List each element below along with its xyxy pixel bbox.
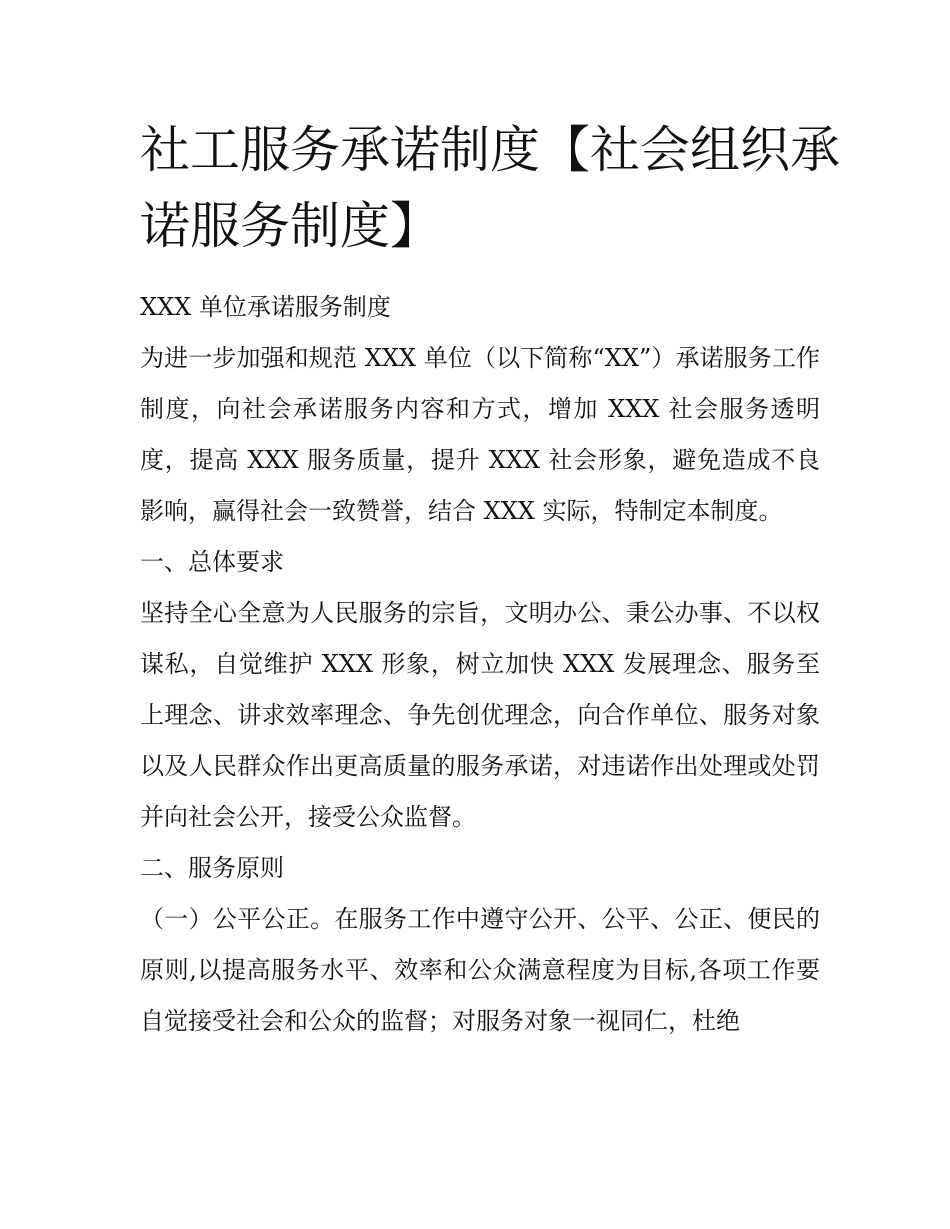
section-heading-general-requirements: 一、总体要求 xyxy=(140,548,284,576)
intro-paragraph: 为进一步加强和规范 XXX 单位（以下简称“XX”）承诺服务工作制度，向社会承诺服务内容和方式，增加 XXX 社会服务透明度，提高 XXX 服务质量，提升 XXX 社会形象，避免造成不良影响，赢得社会一致赞誉，结合 XXX 实际，特制定本制度。 xyxy=(140,344,820,525)
fairness-principle-paragraph: （一）公平公正。在服务工作中遵守公开、公平、公正、便民的原则,以提高服务水平、效率和公众满意程度为目标,各项工作要自觉接受社会和公众的监督；对服务对象一视同仁，杜绝 xyxy=(140,905,820,1035)
general-requirements-paragraph: 坚持全心全意为人民服务的宗旨，文明办公、秉公办事、不以权谋私，自觉维护 XXX 形象，树立加快 XXX 发展理念、服务至上理念、讲求效率理念、争先创优理念，向合作单位、服务对象以及人民群众作出更高质量的服务承诺，对违诺作出处理或处罚并向社会公开，接受公众监督。 xyxy=(140,599,820,831)
unit-heading: XXX 单位承诺服务制度 xyxy=(140,293,391,321)
document-body xyxy=(140,282,820,1047)
document-title: 社工服务承诺制度【社会组织承诺服务制度】 xyxy=(140,121,840,255)
section-heading-service-principles: 二、服务原则 xyxy=(140,854,284,882)
